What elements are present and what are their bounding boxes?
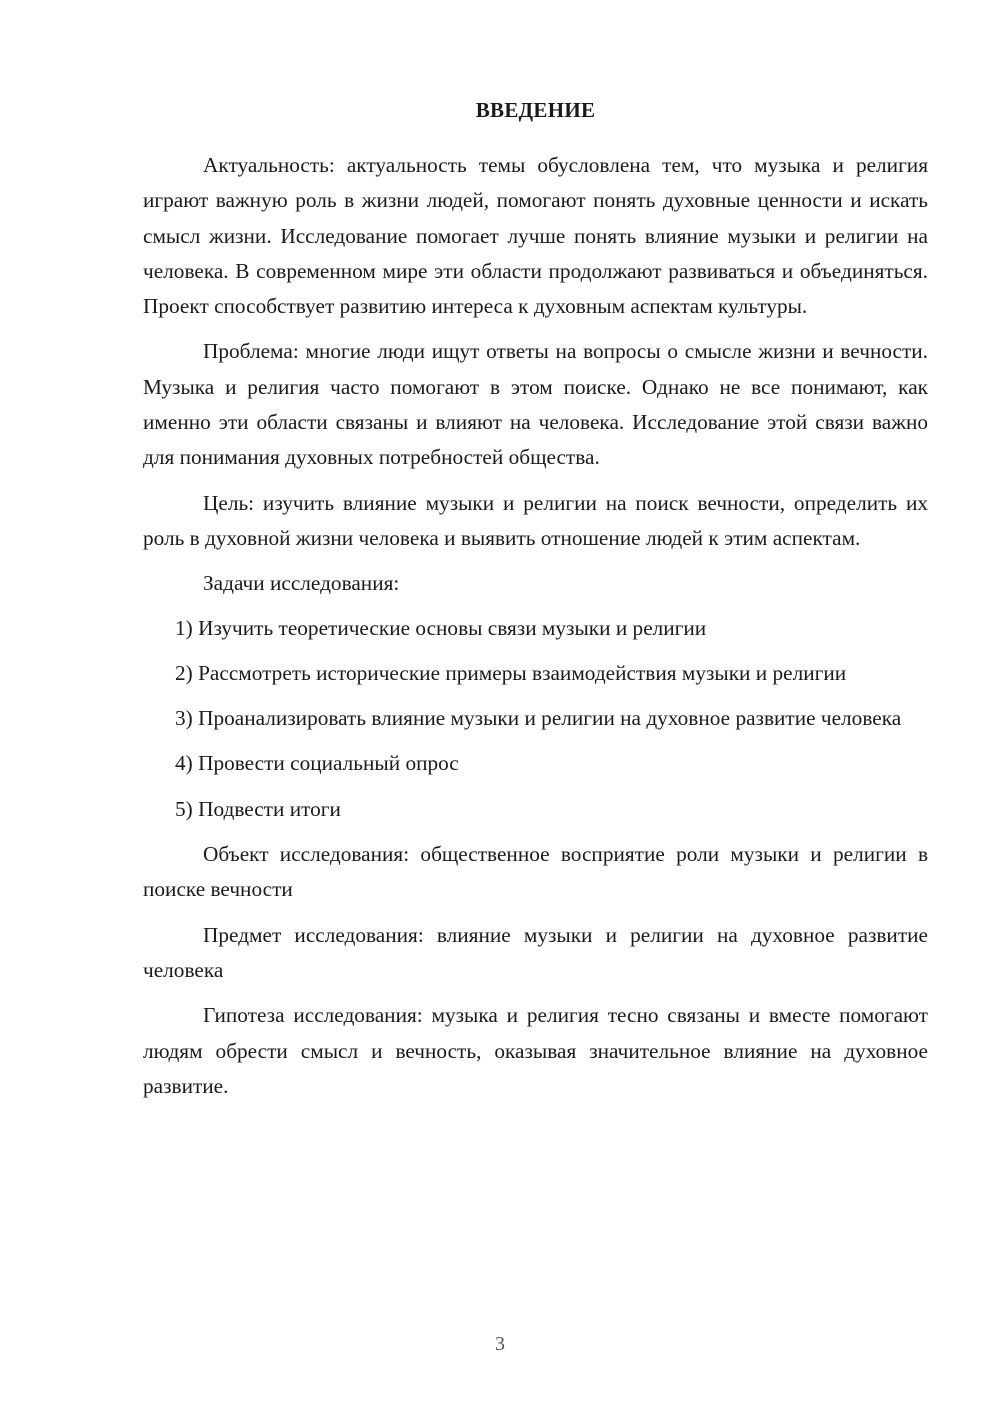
goal-paragraph: Цель: изучить влияние музыки и религии на поиск вечности, определить их роль в духовной жизни человека и выявить отношение людей к этим аспектам. bbox=[143, 490, 928, 550]
relevance-paragraph: Актуальность: актуальность темы обусловлена тем, что музыка и религия играют важную роль в жизни людей, помогают понять духовные ценности и искать смысл жизни. Исследование помогает лучше понять влияние музыки и религии на человека. В современном мире эти области продолжают развиваться и объединяться. Проект способствует развитию интереса к духовным аспектам культуры. bbox=[143, 153, 928, 319]
list-item: 5) Подвести итоги bbox=[175, 796, 341, 821]
list-item: 2) Рассмотреть исторические примеры взаимодействия музыки и религии bbox=[175, 660, 847, 685]
hypothesis-paragraph: Гипотеза исследования: музыка и религия тесно связаны и вместе помогают людям обрести смысл и вечность, оказывая значительное влияние на духовное развитие. bbox=[143, 1003, 928, 1098]
object-paragraph: Объект исследования: общественное восприятие роли музыки и религии в поиске вечности bbox=[143, 842, 928, 902]
problem-paragraph: Проблема: многие люди ищут ответы на вопросы о смысле жизни и вечности. Музыка и религия часто помогают в этом поиске. Однако не все понимают, как именно эти области связаны и влияют на человека. Исследование этой связи важно для понимания духовных потребностей общества. bbox=[143, 339, 928, 470]
tasks-title: Задачи исследования: bbox=[203, 571, 400, 596]
document-page bbox=[143, 92, 928, 1114]
page-title: ВВЕДЕНИЕ bbox=[475, 98, 596, 122]
list-item: 4) Провести социальный опрос bbox=[175, 751, 459, 776]
list-item: 3) Проанализировать влияние музыки и религии на духовное развитие человека bbox=[175, 706, 902, 731]
list-item: 1) Изучить теоретические основы связи музыки и религии bbox=[175, 615, 707, 640]
subject-paragraph: Предмет исследования: влияние музыки и религии на духовное развитие человека bbox=[143, 922, 928, 982]
page-number: 3 bbox=[495, 1333, 505, 1355]
tasks-list bbox=[143, 611, 928, 827]
